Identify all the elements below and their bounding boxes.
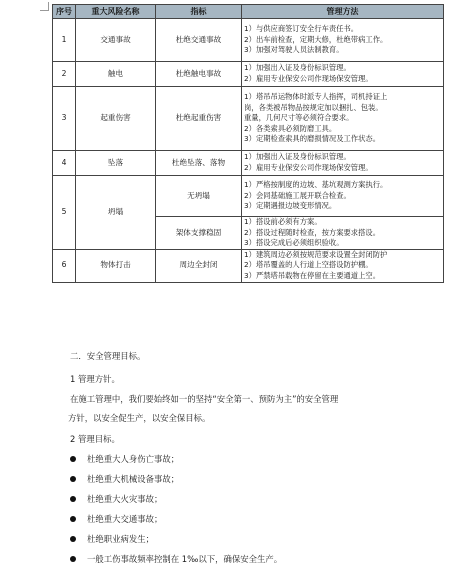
header-method: 管理方法 [242,5,444,19]
method-line: 1）塔吊吊运物体时派专人指挥，司机持证上 [244,92,388,102]
method-line: 3）严禁塔吊载物在停留在主要通道上空。 [244,271,380,281]
list-item: 杜绝重大火灾事故； [87,494,163,504]
subsection-heading: 2 管理目标。 [70,434,120,444]
method-line: 1）建筑周边必须按规范要求设置全封闭防护 [244,249,388,259]
bullet-dot [70,556,76,562]
margin-corner-mark [40,2,49,11]
method-line: 3）定期遇报边坡变形情况。 [244,201,337,211]
list-item: 杜绝重大机械设备事故； [87,474,180,484]
subsection-heading: 1 管理方针。 [70,374,120,384]
bullet-dot [70,536,76,542]
list-item: 杜绝重大人身伤亡事故； [87,454,180,464]
row-no: 6 [53,249,76,282]
row-indicator: 架体支撑稳固 [156,217,242,250]
method-line: 1）与供应商签订安全行车责任书。 [244,24,359,34]
paragraph-line: 在施工管理中，我们要始终如一的坚持“安全第一、预防为主”的安全管理 [70,394,339,404]
method-line: 2）雇用专业保安公司作现场保安管理。 [244,163,373,172]
bullet-dot [70,496,76,502]
method-line: 1）加强出入证及身份标识管理。 [244,63,351,73]
row-no: 2 [53,62,76,87]
risk-table [52,4,444,283]
bullet-dot [70,456,76,462]
row-no: 4 [53,151,76,176]
row-risk: 坍塌 [76,176,156,250]
header-risk: 重大风险名称 [76,5,156,19]
row-method [242,151,444,176]
paragraph-line: 方针，以安全促生产，以安全保目标。 [68,413,211,423]
method-line: 2）会同基础施工展开联合检查。 [244,190,351,200]
method-line: 1）严格按制度的边坡、基坑观测方案执行。 [244,180,388,190]
method-line: 1）加强出入证及身份标识管理。 [244,152,351,162]
method-line: 3）搭设完成后必须组织验收。 [244,238,344,248]
method-line: 3）加强对驾驶人员法制教育。 [244,45,344,55]
row-no: 3 [53,87,76,151]
table-row [53,249,444,282]
row-method [242,19,444,62]
row-indicator: 杜绝触电事故 [156,62,242,87]
row-method [242,217,444,250]
table-row [53,19,444,62]
row-risk: 触电 [76,62,156,87]
row-risk: 交通事故 [76,19,156,62]
table-row [53,62,444,87]
section-heading: 二．安全管理目标。 [70,351,146,361]
method-line: 3）定期检查索具的磨损情况及工作状态。 [244,134,380,144]
row-indicator: 杜绝坠落、落物 [156,151,242,176]
method-line: 1）搭设前必须有方案。 [244,217,322,226]
method-line: 岗，各类被吊物品按规定加以捆扎、包装。 [244,102,383,112]
row-method [242,176,444,217]
method-line: 重量，几何尺寸等必须符合要求。 [244,113,354,123]
method-line: 2）各类索具必须防磨工具。 [244,123,337,133]
method-line: 2）出车前检查，定期大修，杜绝带病工作。 [244,34,388,44]
list-item: 杜绝职业病发生； [87,534,154,544]
list-item: 一般工伤事故频率控制在 1‰以下，确保安全生产。 [87,554,283,564]
table-row [53,176,444,217]
row-method [242,87,444,151]
method-line: 2）塔吊覆盖的人行道上空搭设防护棚。 [244,260,373,270]
header-no: 序号 [53,5,76,19]
method-line: 2）雇用专业保安公司作现场保安管理。 [244,74,373,83]
row-indicator: 杜绝起重伤害 [156,87,242,151]
row-indicator: 杜绝交通事故 [156,19,242,62]
row-indicator: 周边全封闭 [156,249,242,282]
row-risk: 坠落 [76,151,156,176]
bullet-dot [70,476,76,482]
row-method [242,62,444,87]
row-method [242,249,444,282]
list-item: 杜绝重大交通事故； [87,514,163,524]
table-row [53,151,444,176]
table-row [53,87,444,151]
bullet-dot [70,516,76,522]
row-no: 5 [53,176,76,250]
row-no: 1 [53,19,76,62]
header-indicator: 指标 [156,5,242,19]
row-risk: 物体打击 [76,249,156,282]
method-line: 2）搭设过程随时检查，按方案要求搭设。 [244,227,380,237]
row-indicator: 无坍塌 [156,176,242,217]
row-risk: 起重伤害 [76,87,156,151]
table-header-row [53,5,444,19]
